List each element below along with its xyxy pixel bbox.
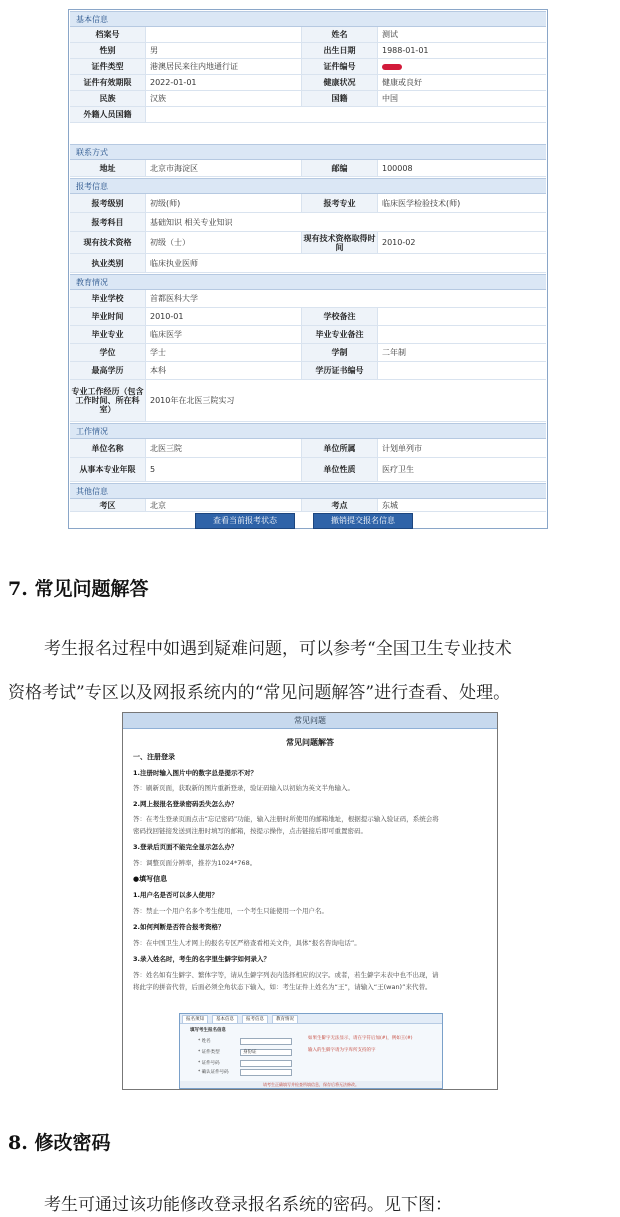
embedded-label-id-number: * 证件号码 [198, 1061, 220, 1066]
table-row [70, 160, 546, 177]
value-address: 北京市海淀区 [146, 160, 302, 176]
value-highest-edu: 本科 [146, 362, 302, 379]
label-highest-edu: 最高学历 [70, 362, 146, 379]
embedded-form-screenshot [179, 1013, 443, 1089]
registration-info-screenshot [68, 9, 548, 529]
embedded-box-title: 填写考生报名信息 [190, 1028, 226, 1033]
value-id-number [378, 59, 546, 74]
embedded-name-input[interactable] [240, 1038, 292, 1045]
value-exam-site: 东城 [382, 500, 398, 510]
value-major-note [378, 326, 546, 343]
faq-line: 密码找回链接发送到注册时填写的邮箱，按提示操作，点击链接后即可重置密码。 [133, 827, 367, 835]
embedded-id-type-select[interactable] [240, 1049, 292, 1056]
value-id-valid: 2022-01-01 [146, 75, 302, 90]
section-basic-info: 基本信息 [70, 11, 546, 27]
value-unit-affiliation: 计划单列市 [382, 443, 422, 453]
value-file-no [146, 27, 302, 42]
embedded-bottom-note: 请考生正确填写并检查所填信息，保存后将无法修改。 [180, 1081, 442, 1088]
view-status-button[interactable]: 查看当前报考状态 [195, 513, 295, 529]
faq-line: ●填写信息 [133, 875, 168, 883]
value-school: 首都医科大学 [150, 294, 198, 303]
label-school: 毕业学校 [70, 290, 146, 307]
table-row [70, 290, 546, 308]
value-degree: 学士 [146, 344, 302, 361]
value-exam-area: 北京 [146, 499, 302, 511]
label-name: 姓名 [302, 27, 378, 42]
faq-line: 将此字的拼音代替，后面必须全角状态下输入，如：考生证件上姓名为“王”，请输入“王(wan)”来代替。 [133, 983, 432, 991]
value-grad-time: 2010-01 [146, 308, 302, 325]
value-years-in-field: 5 [146, 458, 302, 481]
tab-basic[interactable]: 基本信息 [212, 1015, 238, 1024]
label-postcode: 邮编 [302, 160, 378, 176]
cancel-submission-button[interactable]: 撤销提交报名信息 [313, 513, 413, 529]
section-exam-info: 报考信息 [70, 178, 546, 194]
label-exam-level: 报考级别 [70, 194, 146, 212]
value-gender: 男 [146, 43, 302, 58]
faq-line: 答：姓名如有生僻字、繁体字等，请从生僻字列表内选择相应的汉字。或者，若生僻字未表中也不出现，请 [133, 971, 439, 979]
faq-screenshot [122, 712, 498, 1090]
table-row [70, 380, 546, 422]
section-education: 教育情况 [70, 274, 546, 290]
label-program-length: 学制 [302, 344, 378, 361]
embedded-id-confirm-input[interactable] [240, 1069, 292, 1076]
table-row [70, 43, 546, 59]
embedded-select-value: 身份证 [243, 1050, 257, 1055]
label-work-experience: 专业工作经历（包含工作时间、所在科室） [70, 380, 146, 421]
label-school-note: 学校备注 [302, 308, 378, 325]
tab-notice[interactable]: 报名须知 [182, 1015, 208, 1024]
tab-education[interactable]: 教育情况 [272, 1015, 298, 1024]
faq-line: 答：调整页面分辨率，推荐为1024*768。 [133, 859, 257, 867]
value-unit-name: 北医三院 [146, 439, 302, 457]
embedded-id-number-input[interactable] [240, 1060, 292, 1067]
label-birth-date: 出生日期 [302, 43, 378, 58]
label-unit-name: 单位名称 [70, 439, 146, 457]
faq-line: 1.用户名是否可以多人使用？ [133, 891, 218, 899]
table-row [70, 499, 546, 512]
table-row [70, 194, 546, 213]
label-major-note: 毕业专业备注 [302, 326, 378, 343]
label-unit-affiliation: 单位所属 [302, 439, 378, 457]
value-exam-level: 初级(师) [146, 194, 302, 212]
table-row [70, 362, 546, 380]
table-row [70, 213, 546, 232]
embedded-tab-bar [180, 1014, 442, 1024]
label-nationality: 国籍 [302, 91, 378, 106]
label-exam-subjects: 报考科目 [70, 213, 146, 231]
value-name: 测试 [382, 30, 398, 39]
faq-line: 答：禁止一个用户名多个考生使用，一个考生只能使用一个用户名。 [133, 907, 328, 915]
label-unit-nature: 单位性质 [302, 458, 378, 481]
table-row [70, 254, 546, 273]
label-years-in-field: 从事本专业年限 [70, 458, 146, 481]
label-degree: 学位 [70, 344, 146, 361]
value-foreign-nationality [146, 107, 546, 122]
faq-line: 2.网上报报名登录密码丢失怎么办？ [133, 800, 238, 808]
table-row [70, 439, 546, 458]
table-row [70, 232, 546, 254]
label-id-type: 证件类型 [70, 59, 146, 74]
value-current-qualification: 初级（士） [146, 232, 302, 253]
label-exam-site: 考点 [302, 499, 378, 511]
faq-line: 一、注册登录 [133, 753, 175, 761]
label-grad-time: 毕业时间 [70, 308, 146, 325]
value-health: 健康或良好 [382, 78, 422, 87]
faq-line: 3.录入姓名时，考生的名字里生僻字如何录入？ [133, 955, 270, 963]
section-7-paragraph-line-2: 资格考试”专区以及网报系统内的“常见问题解答”进行查看、处理。 [8, 683, 511, 703]
table-row [70, 344, 546, 362]
section-7-paragraph-line-1: 考生报名过程中如遇到疑难问题，可以参考“全国卫生专业技术 [44, 639, 512, 659]
embedded-label-id-confirm: * 确认证件号码 [198, 1070, 229, 1075]
value-nationality: 中国 [382, 94, 398, 103]
faq-line: 1.注册时输入图片中的数字总是提示不对？ [133, 769, 257, 777]
label-current-qualification: 现有技术资格 [70, 232, 146, 253]
table-row [70, 91, 546, 107]
value-program-length: 二年制 [382, 348, 406, 357]
label-id-number: 证件编号 [302, 59, 378, 74]
label-practice-type: 执业类别 [70, 254, 146, 272]
value-birth-date: 1988-01-01 [382, 46, 429, 55]
value-diploma-no [378, 362, 546, 379]
faq-line: 答：在考生登录页面点击“忘记密码”功能，输入注册时所使用的邮箱地址，根据提示输入验证码，系统会将 [133, 815, 439, 823]
table-row [70, 75, 546, 91]
label-gender: 性别 [70, 43, 146, 58]
table-row [70, 27, 546, 43]
value-postcode: 100008 [382, 163, 413, 173]
label-health: 健康状况 [302, 75, 378, 90]
label-exam-major: 报考专业 [302, 194, 378, 212]
value-exam-subjects: 基础知识 相关专业知识 [150, 217, 233, 227]
embedded-label-name: * 姓名 [198, 1039, 211, 1044]
label-foreign-nationality: 外籍人员国籍 [70, 107, 146, 122]
faq-title-bar: 常见问题 [123, 713, 497, 729]
value-id-type: 港澳居民来往内地通行证 [146, 59, 302, 74]
faq-line: 3.登录后页面不能完全显示怎么办？ [133, 843, 238, 851]
label-file-no: 档案号 [70, 27, 146, 42]
table-row [70, 59, 546, 75]
table-row [70, 458, 546, 482]
table-row [70, 326, 546, 344]
value-unit-nature: 医疗卫生 [382, 465, 414, 474]
embedded-label-id-type: * 证件类型 [198, 1050, 220, 1055]
value-qualification-date: 2010-02 [382, 238, 416, 247]
section-7-heading: 7. 常见问题解答 [8, 578, 149, 600]
value-practice-type: 临床执业医师 [150, 258, 198, 268]
value-exam-major: 临床医学检验技术(师) [382, 198, 461, 208]
faq-line: 2.如何判断是否符合报考资格？ [133, 923, 225, 931]
value-work-experience: 2010年在北医三院实习 [150, 396, 235, 405]
label-exam-area: 考区 [70, 499, 146, 511]
table-row [70, 107, 546, 123]
value-school-note [378, 308, 546, 325]
section-8-heading: 8. 修改密码 [8, 1132, 111, 1154]
section-other: 其他信息 [70, 483, 546, 499]
section-work: 工作情况 [70, 423, 546, 439]
section-8-paragraph: 考生可通过该功能修改登录报名系统的密码。见下图： [44, 1195, 452, 1215]
label-diploma-no: 学历证书编号 [302, 362, 378, 379]
tab-exam[interactable]: 报考信息 [242, 1015, 268, 1024]
faq-heading: 常见问题解答 [286, 738, 334, 747]
label-id-valid: 证件有效期限 [70, 75, 146, 90]
section-contact: 联系方式 [70, 144, 546, 160]
table-row [70, 308, 546, 326]
label-qualification-date: 现有技术资格取得时间 [302, 232, 378, 253]
redaction-mark [382, 64, 402, 70]
embedded-note-1: 如果生僻字无法显示，请在字符后加(#)，例如王(#) [308, 1036, 413, 1041]
faq-line: 答：刷新页面，获取新的图片重新登录，验证码输入以初始为英文半角输入。 [133, 784, 354, 792]
faq-line: 答：在中国卫生人才网上的报名专区严格查看相关文件，具体“报名咨询电话”。 [133, 939, 361, 947]
label-address: 地址 [70, 160, 146, 176]
label-ethnic: 民族 [70, 91, 146, 106]
value-ethnic: 汉族 [146, 91, 302, 106]
label-grad-major: 毕业专业 [70, 326, 146, 343]
embedded-note-2: 输入的生僻字请为字库所支持的字 [308, 1048, 376, 1053]
value-grad-major: 临床医学 [146, 326, 302, 343]
